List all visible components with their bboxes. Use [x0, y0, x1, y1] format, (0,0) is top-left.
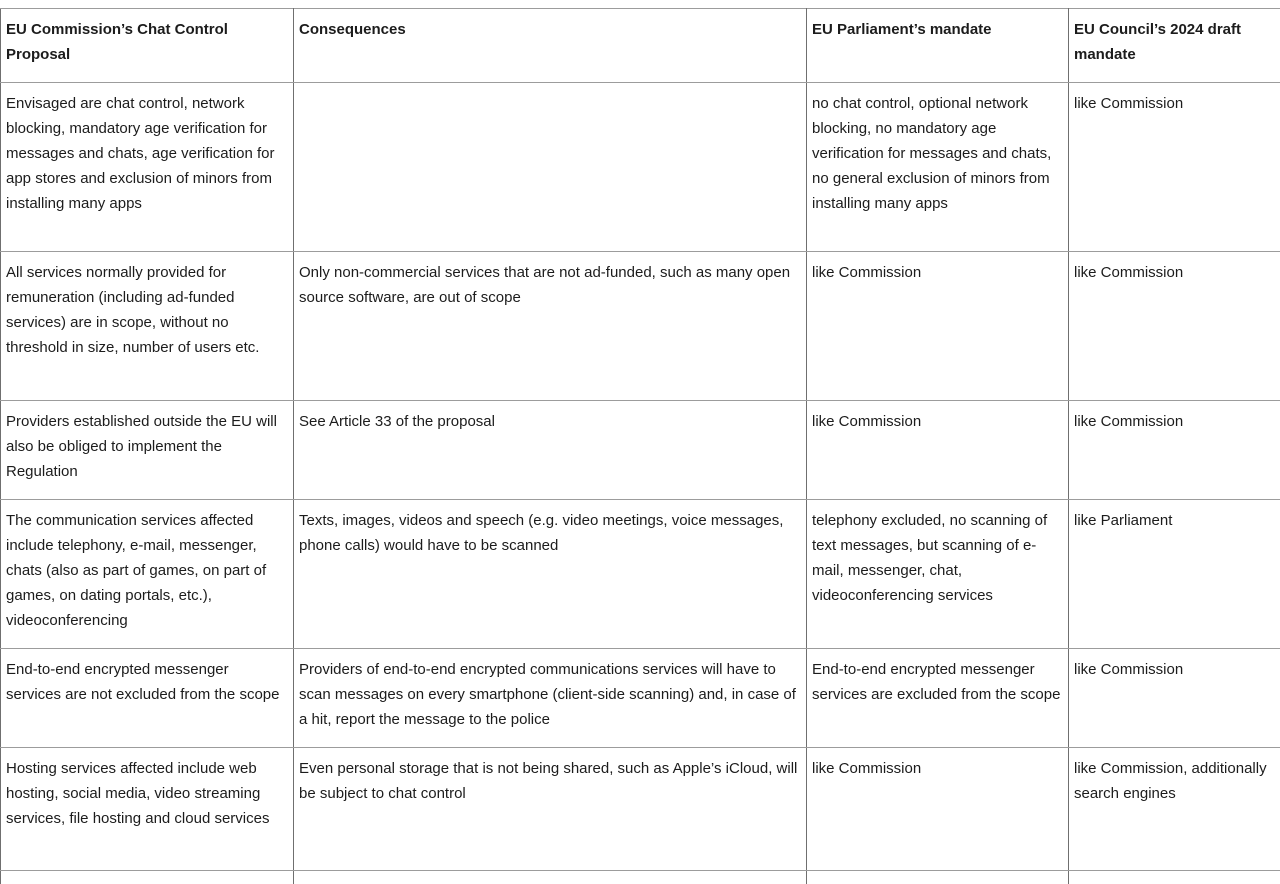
table-cell: like Commission, additionally search engines — [1069, 748, 1280, 871]
table-cell: See Article 33 of the proposal — [294, 401, 807, 500]
table-cell: like Commission — [807, 252, 1069, 401]
table-cell — [1, 871, 294, 884]
table-cell: Providers of end-to-end encrypted communications services will have to scan messages on every smartphone (client-side scanning) and, in case of a hit, report the message to the police — [294, 649, 807, 748]
table-row — [1, 500, 1280, 649]
table-cell: The communication services affected include telephony, e-mail, messenger, chats (also as part of games, on part of games, on dating portals, etc.), videoconferencing — [1, 500, 294, 649]
table-cell: like Commission — [1069, 401, 1280, 500]
table-cell: like Commission — [1069, 83, 1280, 252]
table-row — [1, 748, 1280, 871]
table-cell: Providers established outside the EU will also be obliged to implement the Regulation — [1, 401, 294, 500]
table-cell: End-to-end encrypted messenger services are not excluded from the scope — [1, 649, 294, 748]
table-cell: All services normally provided for remuneration (including ad-funded services) are in scope, without no threshold in size, number of users etc. — [1, 252, 294, 401]
table-body — [1, 83, 1280, 884]
column-header: EU Commission’s Chat Control Proposal — [1, 9, 294, 83]
table-cell: like Commission — [1069, 649, 1280, 748]
table-cell: Only non-commercial services that are not ad-funded, such as many open source software, are out of scope — [294, 252, 807, 401]
table-cell — [294, 83, 807, 252]
table-cell: End-to-end encrypted messenger services are excluded from the scope — [807, 649, 1069, 748]
table-header-row — [1, 9, 1280, 83]
column-header: Consequences — [294, 9, 807, 83]
table-row — [1, 83, 1280, 252]
chat-control-comparison-table — [0, 8, 1280, 884]
table-row — [1, 649, 1280, 748]
table-cell — [1069, 871, 1280, 884]
table-row — [1, 871, 1280, 884]
table-cell: Texts, images, videos and speech (e.g. video meetings, voice messages, phone calls) would have to be scanned — [294, 500, 807, 649]
table-cell: like Commission — [807, 401, 1069, 500]
table-cell — [294, 871, 807, 884]
table-cell: Envisaged are chat control, network blocking, mandatory age verification for messages and chats, age verification for app stores and exclusion of minors from installing many apps — [1, 83, 294, 252]
table-cell: Even personal storage that is not being shared, such as Apple’s iCloud, will be subject to chat control — [294, 748, 807, 871]
table-cell: like Commission — [1069, 252, 1280, 401]
table-cell: Hosting services affected include web hosting, social media, video streaming services, file hosting and cloud services — [1, 748, 294, 871]
table-cell: no chat control, optional network blocking, no mandatory age verification for messages and chats, no general exclusion of minors from installing many apps — [807, 83, 1069, 252]
table-cell: like Commission — [807, 748, 1069, 871]
column-header: EU Council’s 2024 draft mandate — [1069, 9, 1280, 83]
table-row — [1, 401, 1280, 500]
table-row — [1, 252, 1280, 401]
table-cell: like Parliament — [1069, 500, 1280, 649]
table-header — [1, 9, 1280, 83]
table-cell: telephony excluded, no scanning of text messages, but scanning of e-mail, messenger, chat, videoconferencing services — [807, 500, 1069, 649]
column-header: EU Parliament’s mandate — [807, 9, 1069, 83]
table-cell — [807, 871, 1069, 884]
